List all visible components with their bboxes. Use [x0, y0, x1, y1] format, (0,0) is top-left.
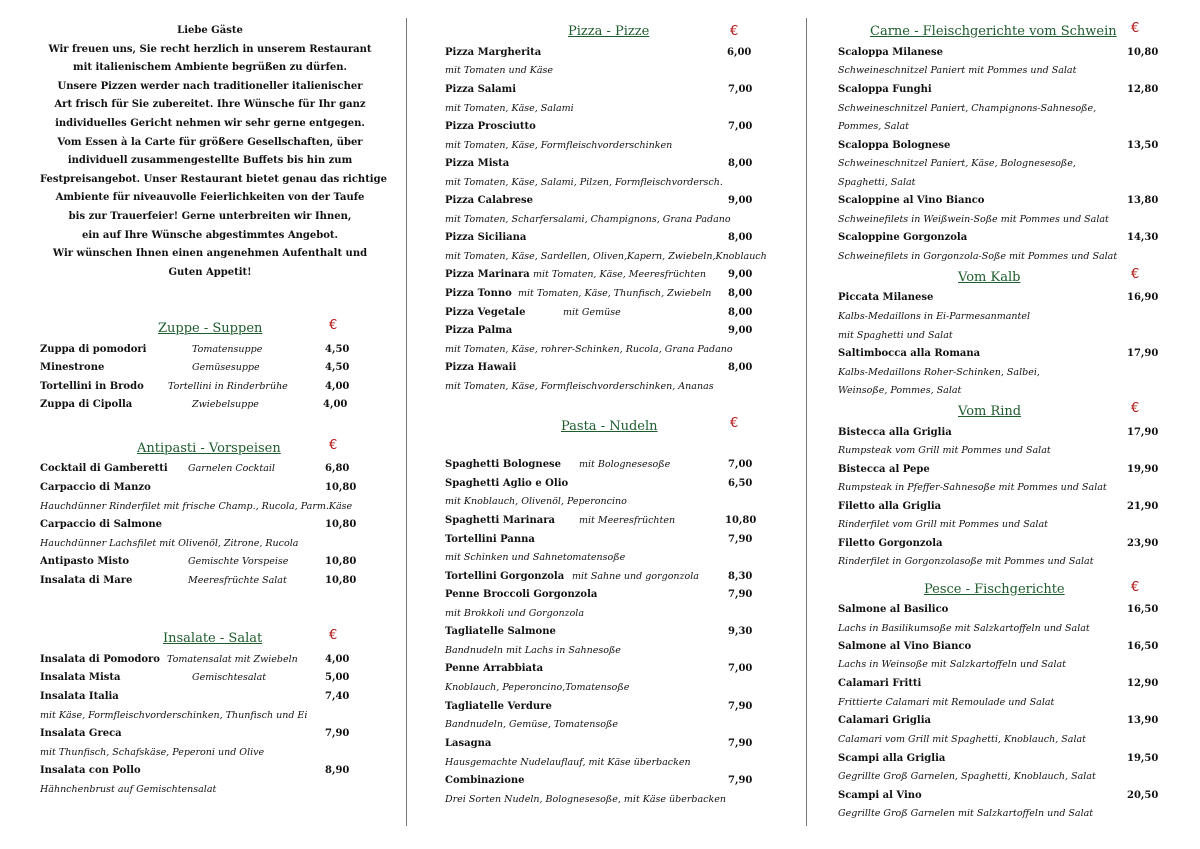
- item-description: mit Tomaten, Käse, Formfleischvorderschinken, Ananas: [445, 381, 714, 392]
- column-divider: [406, 18, 407, 826]
- item-description: mit Tomaten, Käse, Formfleischvorderschinken: [445, 140, 673, 151]
- section-title-antipasti: Antipasti - Vorspeisen: [137, 441, 281, 456]
- euro-icon: €: [329, 318, 338, 333]
- euro-icon: €: [1131, 401, 1140, 416]
- item-description: Drei Sorten Nudeln, Bolognesesoße, mit Käse überbacken: [445, 794, 726, 805]
- item-description: Schweinefilets in Weißwein-Soße mit Pommes und Salat: [838, 214, 1109, 225]
- intro-line: Ambiente für niveauvolle Feierlichkeiten von der Taufe: [55, 192, 365, 204]
- item-description: mit Thunfisch, Schafskäse, Peperoni und Olive: [40, 747, 265, 758]
- section-title-zuppe: Zuppe - Suppen: [158, 321, 263, 336]
- item-description: Hähnchenbrust auf Gemischtensalat: [40, 784, 217, 795]
- item-description: Schweinefilets in Gorgonzola-Soße mit Pommes und Salat: [838, 251, 1118, 262]
- item-description: Rinderfilet in Gorgonzolasoße mit Pommes und Salat: [838, 556, 1094, 567]
- euro-icon: €: [730, 416, 739, 431]
- item-description: Rinderfilet vom Grill mit Pommes und Salat: [838, 519, 1048, 530]
- section-title-pesce: Pesce - Fischgerichte: [924, 582, 1065, 597]
- euro-icon: €: [1131, 580, 1140, 595]
- intro-line: Vom Essen à la Carte für größere Gesellschaften, über: [57, 136, 363, 148]
- intro-line: ein auf Ihre Wünsche abgestimmtes Angebot.: [82, 229, 338, 241]
- euro-icon: €: [329, 628, 338, 643]
- item-description: Schweineschnitzel Paniert, Käse, Bolognesesoße,: [838, 158, 1076, 169]
- item-description: Rumpsteak vom Grill mit Pommes und Salat: [838, 445, 1051, 456]
- item-description: Rumpsteak in Pfeffer-Sahnesoße mit Pommes und Salat: [838, 482, 1107, 493]
- euro-icon: €: [1131, 267, 1140, 282]
- item-description: Calamari vom Grill mit Spaghetti, Knoblauch, Salat: [838, 734, 1086, 745]
- menu-page: Liebe Gäste Wir freuen uns, Sie recht herzlich in unserem Restaurant mit italienischem Ambiente begrüßen zu dürfen. Unsere Pizzen werder nach traditioneller italienischer Art frisch für Sie zubereitet. Ihre Wünsche für Ihr ganz individuelles Gericht nehmen wir sehr gerne entgegen. Vom Essen à la Carte für größere Gesellschaften, über individuell zusammengestellte Buffets bis hin zum Festpreisangebot. Unser Restaurant bietet genau das richtige Ambiente für niveauvolle Feierlichkeiten von der Taufe bis zur Trauerfeier! Gerne unterbreiten wir Ihnen, ein auf Ihre Wünsche abgestimmtes Angebot. Wir wünschen Ihnen einen angenehmen Aufenthalt und Guten Appetit! Zuppe - Suppen € Zuppa di pomodori Tomatensuppe 4,50 Minestrone Gemüsesuppe 4,50 Tortellini in Brodo Tortellini in Rinderbrühe 4,00 Zuppa di Cipolla Zwiebelsuppe 4,00 Antipasti - Vorspeisen € Cocktail di Gamberetti Garnelen Cocktail 6,80 Carpaccio di Manzo 10,80 Hauchdünner Rinderfilet mit frische Champ., Rucola, Parm.Käse Carpaccio di Salmone 10,80 Hauchdünner Lachsfilet mit Olivenöl, Zitrone, Rucola Antipasto Misto Gemischte Vorspeise 10,80 Insalata di Mare Meeresfrüchte Salat 10,80 Insalate - Salat € Insalata di Pomodoro Tomatensalat mit Zwiebeln 4,00 Insalata Mista Gemischtesalat 5,00 Insalata Italia 7,40 mit Käse, Formfleischvorderschinken, Thunfisch und Ei Insalata Greca 7,90 mit Thunfisch, Schafskäse, Peperoni und Olive Insalata con Pollo 8,90 Hähnchenbrust auf Gemischtensalat Pizza - Pizze € Pizza Margherita 6,00 mit Tomaten und Käse Pizza Salami 7,00 mit Tomaten, Käse, Salami Pizza Prosciutto 7,00 mit Tomaten, Käse, Formfleischvorderschinken Pizza Mista 8,00 mit Tomaten, Käse, Salami, Pilzen, Formfleischvordersch. Pizza Calabrese 9,00 mit Tomaten, Scharfersalami, Champignons, Grana Padano Pizza Siciliana 8,00 mit Tomaten, Käse, Sardellen, Oliven,Kapern, Zwiebeln,Knoblauch Pizza Marinara mit Tomaten, Käse, Meeresfrüchten 9,00 Pizza Tonno mit Tomaten, Käse, Thunfisch, Zwiebeln 8,00 Pizza Vegetale mit Gemüse 8,00 Pizza Palma 9,00 mit Tomaten, Käse, rohrer-Schinken, Rucola, Grana Padano Pizza Hawaii 8,00 mit Tomaten, Käse, Formfleischvorderschinken, Ananas Pasta - Nudeln € Spaghetti Bolognese mit Bolognesesoße 7,00 Spaghetti Aglio e Olio 6,50 mit Knoblauch, Olivenöl, Peperoncino Spaghetti Marinara mit Meeresfrüchten 10,80 Tortellini Panna 7,90 mit Schinken und Sahnetomatensoße Tortellini Gorgonzola mit Sahne und gorgonzola 8,30 Penne Broccoli Gorgonzola 7,90 mit Brokkoli und Gorgonzola Tagliatelle Salmone 9,30 Bandnudeln mit Lachs in Sahnesoße Penne Arrabbiata 7,00 Knoblauch, Peperoncino,Tomatensoße Tagliatelle Verdure 7,90 Bandnudeln, Gemüse, Tomatensoße Lasagna 7,90 Hausgemachte Nudelauflauf, mit Käse überbacken Combinazione 7,90 Drei Sorten Nudeln, Bolognesesoße, mit Käse überbacken Carne - Fleischgerichte vom Schwein € Scaloppa Milanese 10,80 Schweineschnitzel Paniert mit Pommes und Salat Scaloppa Funghi 12,80 Schweineschnitzel Paniert, Champignons-Sahnesoße, Pommes, Salat Scaloppa Bolognese 13,50 Schweineschnitzel Paniert, Käse, Bolognesesoße, Spaghetti, Salat Scaloppine al Vino Bianco 13,80 Schweinefilets in Weißwein-Soße mit Pommes und Salat Scaloppine Gorgonzola 14,30 Schweinefilets in Gorgonzola-Soße mit Pommes und Salat Vom Kalb € Piccata Milanese 16,90 Kalbs-Medaillons in Ei-Parmesanmantel mit Spaghetti und Salat Saltimbocca alla Romana 17,90 Kalbs-Medaillons Roher-Schinken, Salbei, Weinsoße, Pommes, Salat Vom Rind € Bistecca alla Griglia 17,90 Rumpsteak vom Grill mit Pommes und Salat Bistecca al Pepe 19,90 Rumpsteak in Pfeffer-Sahnesoße mit Pommes und Salat Filetto alla Griglia 21,90 Rinderfilet vom Grill mit Pommes und Salat Filetto Gorgonzola 23,90 Rinderfilet in Gorgonzolasoße mit Pommes und Salat Pesce - Fischgerichte € Salmone al Basilico 16,50 Lachs in Basilikumsoße mit Salzkartoffeln und Salat Salmone al Vino Bianco 16,50 Lachs in Weinsoße mit Salzkartoffeln und Salat Calamari Fritti 12,90 Frittierte Calamari mit Remoulade und Salat Calamari Griglia 13,90 Calamari vom Grill mit Spaghetti, Knoblauch, Salat Scampi alla Griglia 19,50 Gegrillte Groß Garnelen, Spaghetti, Knoblauch, Salat Scampi al Vino 20,50 Gegrillte Groß Garnelen mit Salzkartoffeln und Salat: [0, 0, 1200, 849]
- item-description: mit Tomaten, Käse, Sardellen, Oliven,Kapern, Zwiebeln,Knoblauch: [445, 251, 767, 262]
- item-description: mit Käse, Formfleischvorderschinken, Thunfisch und Ei: [40, 710, 308, 721]
- intro-line: individuell zusammengestellte Buffets bis hin zum: [67, 155, 353, 167]
- item-description: mit Knoblauch, Olivenöl, Peperoncino: [445, 496, 627, 507]
- item-description: mit Tomaten, Käse, rohrer-Schinken, Rucola, Grana Padano: [445, 344, 733, 355]
- section-title-carne: Carne - Fleischgerichte vom Schwein: [870, 24, 1117, 39]
- column-divider: [806, 18, 807, 826]
- item-description: Kalbs-Medaillons in Ei-Parmesanmantel: [838, 311, 1030, 322]
- item-description: mit Brokkoli und Gorgonzola: [445, 608, 584, 619]
- item-description: Kalbs-Medaillons Roher-Schinken, Salbei,: [838, 367, 1040, 378]
- item-description: mit Tomaten, Käse, Salami, Pilzen, Formfleischvordersch.: [445, 177, 723, 188]
- item-description: Schweineschnitzel Paniert, Champignons-Sahnesoße,: [838, 103, 1097, 114]
- intro-line: Festpreisangebot. Unser Restaurant bietet genau das richtige: [40, 173, 387, 185]
- item-description: mit Tomaten, Käse, Salami: [445, 103, 574, 114]
- item-description: Spaghetti, Salat: [838, 177, 916, 188]
- intro-line: Wir freuen uns, Sie recht herzlich in unserem Restaurant: [48, 43, 372, 55]
- euro-icon: €: [730, 24, 739, 39]
- item-description: mit Tomaten und Käse: [445, 65, 554, 76]
- intro-line: mit italienischem Ambiente begrüßen zu dürfen.: [72, 62, 348, 74]
- item-description: Hausgemachte Nudelauflauf, mit Käse überbacken: [445, 757, 691, 768]
- intro-line: Art frisch für Sie zubereitet. Ihre Wünsche für Ihr ganz: [54, 99, 366, 111]
- intro-line: bis zur Trauerfeier! Gerne unterbreiten wir Ihnen,: [68, 210, 352, 222]
- item-description: Frittierte Calamari mit Remoulade und Salat: [838, 697, 1055, 708]
- item-description: mit Spaghetti und Salat: [838, 330, 953, 341]
- item-description: Schweineschnitzel Paniert mit Pommes und Salat: [838, 65, 1077, 76]
- section-title-insalate: Insalate - Salat: [163, 631, 263, 646]
- item-description: mit Tomaten, Scharfersalami, Champignons, Grana Padano: [445, 214, 731, 225]
- item-description: Pommes, Salat: [838, 121, 909, 132]
- section-title-pasta: Pasta - Nudeln: [561, 419, 658, 434]
- item-description: Bandnudeln, Gemüse, Tomatensoße: [445, 719, 618, 730]
- item-description: Gegrillte Groß Garnelen, Spaghetti, Knoblauch, Salat: [838, 771, 1096, 782]
- item-description: Weinsoße, Pommes, Salat: [838, 385, 962, 396]
- intro-line: Wir wünschen Ihnen einen angenehmen Aufenthalt und: [52, 248, 368, 260]
- intro-line: individuelles Gericht nehmen wir sehr gerne entgegen.: [55, 117, 365, 129]
- intro-line: Unsere Pizzen werder nach traditioneller italienischer: [57, 80, 363, 92]
- item-description: Lachs in Weinsoße mit Salzkartoffeln und Salat: [838, 659, 1066, 670]
- item-description: mit Schinken und Sahnetomatensoße: [445, 552, 626, 563]
- intro-line: Guten Appetit!: [168, 266, 252, 278]
- section-title-pizza: Pizza - Pizze: [568, 24, 650, 39]
- welcome-text: [40, 22, 387, 282]
- section-title-kalb: Vom Kalb: [958, 270, 1021, 285]
- item-description: Hauchdünner Rinderfilet mit frische Champ., Rucola, Parm.Käse: [40, 501, 353, 512]
- item-description: Lachs in Basilikumsoße mit Salzkartoffeln und Salat: [838, 623, 1090, 634]
- item-description: Gegrillte Groß Garnelen mit Salzkartoffeln und Salat: [838, 808, 1094, 819]
- item-description: Bandnudeln mit Lachs in Sahnesoße: [445, 645, 621, 656]
- section-title-rind: Vom Rind: [958, 404, 1022, 419]
- euro-icon: €: [1131, 21, 1140, 36]
- item-description: Hauchdünner Lachsfilet mit Olivenöl, Zitrone, Rucola: [40, 538, 299, 549]
- item-description: Knoblauch, Peperoncino,Tomatensoße: [445, 682, 630, 693]
- intro-line: Liebe Gäste: [177, 25, 243, 36]
- euro-icon: €: [329, 438, 338, 453]
